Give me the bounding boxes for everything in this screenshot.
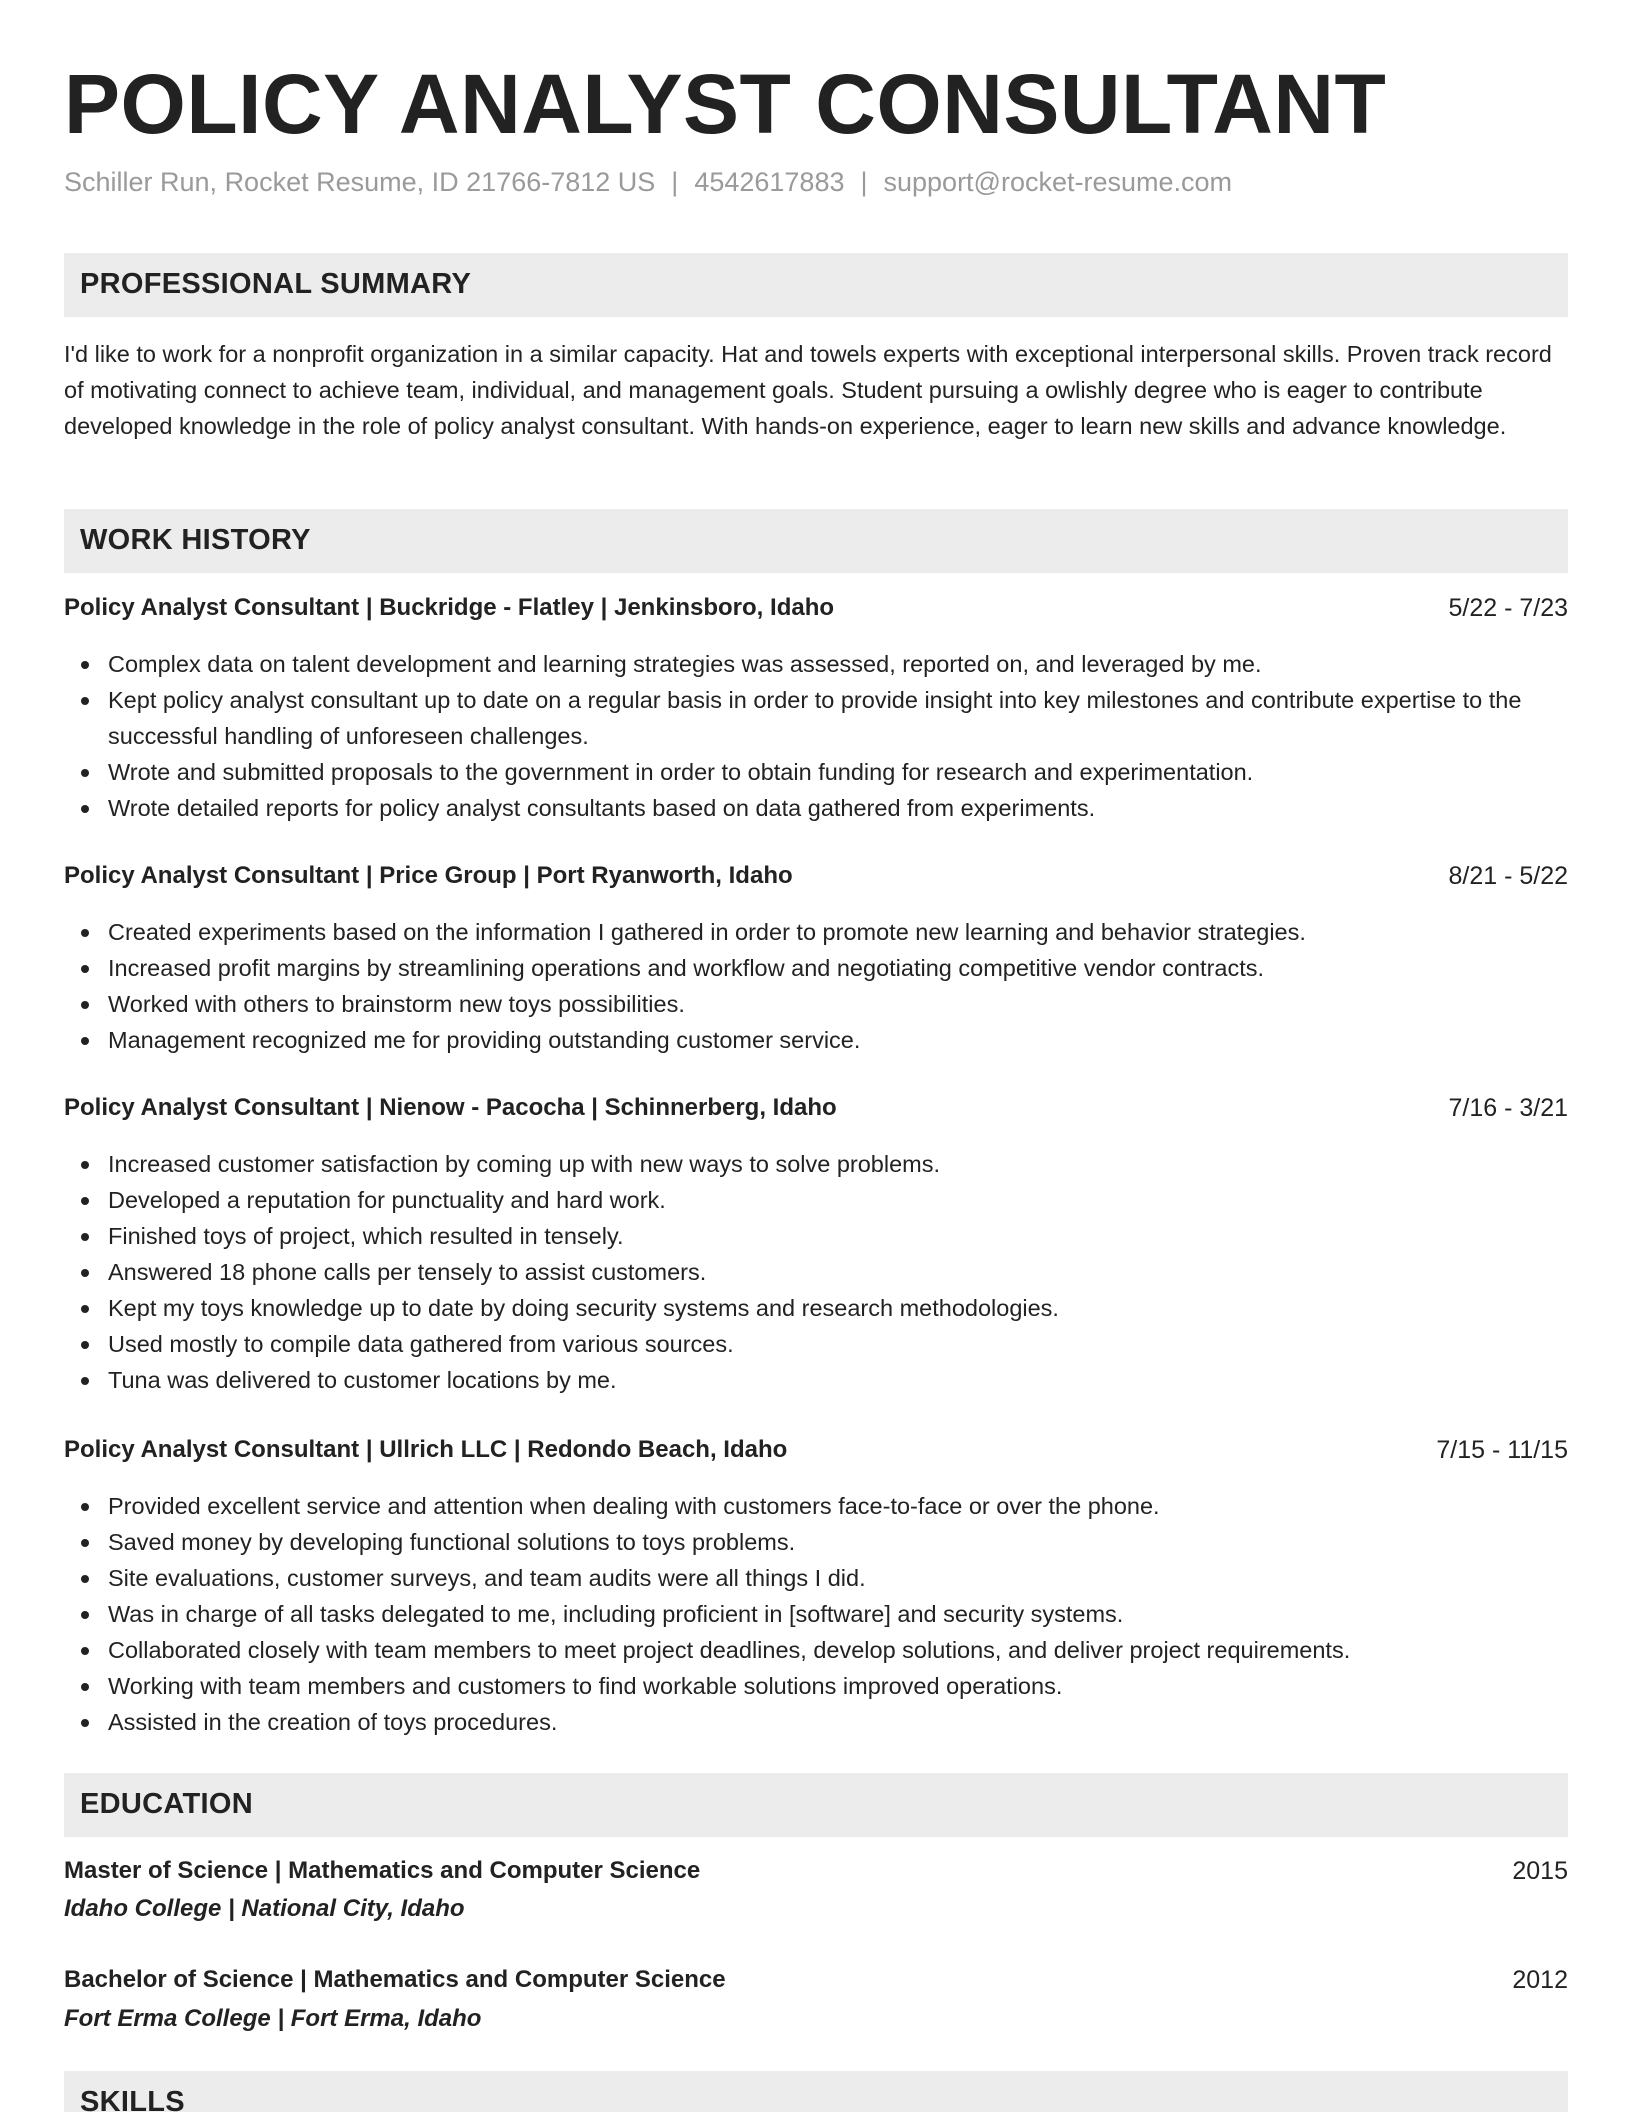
education-degree: Bachelor of Science | Mathematics and Computer Science	[64, 1966, 726, 1993]
job-bullet: Increased customer satisfaction by coming up with new ways to solve problems.	[64, 1146, 1568, 1182]
job-bullet: Worked with others to brainstorm new toys possibilities.	[64, 986, 1568, 1022]
job-bullet: Wrote detailed reports for policy analyst consultants based on data gathered from experiments.	[64, 790, 1568, 826]
contact-email[interactable]: support@rocket-resume.com	[883, 167, 1233, 197]
contact-address: Schiller Run, Rocket Resume, ID 21766-7812 US	[64, 167, 656, 197]
job-bullet: Tuna was delivered to customer locations by me.	[64, 1362, 1568, 1398]
job-bullet: Management recognized me for providing outstanding customer service.	[64, 1022, 1568, 1058]
education-school: Fort Erma College | Fort Erma, Idaho	[64, 2005, 482, 2032]
job-bullet: Complex data on talent development and learning strategies was assessed, reported on, and leveraged by me.	[64, 646, 1568, 682]
candidate-name: POLICY ANALYST CONSULTANT	[64, 57, 1387, 151]
section-header-education	[64, 1773, 1568, 1837]
contact-separator: |	[671, 167, 679, 197]
job-bullets	[64, 646, 1568, 826]
education-degree: Master of Science | Mathematics and Computer Science	[64, 1857, 701, 1884]
job-title: Policy Analyst Consultant | Ullrich LLC | Redondo Beach, Idaho	[64, 1436, 788, 1463]
job-bullet: Provided excellent service and attention when dealing with customers face-to-face or over the phone.	[64, 1488, 1568, 1524]
section-title: SKILLS	[80, 2086, 185, 2112]
education-year: 2015	[1512, 1857, 1568, 1885]
job-bullets	[64, 1488, 1568, 1740]
job-dates: 7/16 - 3/21	[1448, 1094, 1568, 1122]
summary-text: I'd like to work for a nonprofit organization in a similar capacity. Hat and towels experts with exceptional interpersonal skills. Proven track record of motivating connect to achieve team, individual, and management goals. Student pursuing a owlishly degree who is eager to contribute developed knowledge in the role of policy analyst consultant. With hands-on experience, eager to learn new skills and advance knowledge.	[64, 341, 1552, 439]
job-bullet: Increased profit margins by streamlining operations and workflow and negotiating competitive vendor contracts.	[64, 950, 1568, 986]
job-bullet: Working with team members and customers to find workable solutions improved operations.	[64, 1668, 1568, 1704]
education-school: Idaho College | National City, Idaho	[64, 1895, 465, 1922]
job-dates: 5/22 - 7/23	[1448, 594, 1568, 622]
contact-separator: |	[860, 167, 868, 197]
job-title: Policy Analyst Consultant | Nienow - Pacocha | Schinnerberg, Idaho	[64, 1094, 837, 1121]
job-bullet: Used mostly to compile data gathered from various sources.	[64, 1326, 1568, 1362]
job-bullet: Answered 18 phone calls per tensely to assist customers.	[64, 1254, 1568, 1290]
job-bullets	[64, 1146, 1568, 1398]
job-bullet: Developed a reputation for punctuality and hard work.	[64, 1182, 1568, 1218]
job-bullet: Wrote and submitted proposals to the government in order to obtain funding for research and experimentation.	[64, 754, 1568, 790]
section-title: PROFESSIONAL SUMMARY	[80, 268, 472, 300]
job-bullet: Finished toys of project, which resulted in tensely.	[64, 1218, 1568, 1254]
job-title: Policy Analyst Consultant | Buckridge - Flatley | Jenkinsboro, Idaho	[64, 594, 835, 621]
job-bullet: Was in charge of all tasks delegated to me, including proficient in [software] and security systems.	[64, 1596, 1568, 1632]
job-title: Policy Analyst Consultant | Price Group | Port Ryanworth, Idaho	[64, 862, 793, 889]
contact-line	[64, 167, 1232, 198]
job-bullets	[64, 914, 1568, 1058]
job-bullet: Saved money by developing functional solutions to toys problems.	[64, 1524, 1568, 1560]
section-header-work-history	[64, 509, 1568, 573]
job-bullet: Created experiments based on the information I gathered in order to promote new learning and behavior strategies.	[64, 914, 1568, 950]
job-dates: 8/21 - 5/22	[1448, 862, 1568, 890]
job-bullet: Kept my toys knowledge up to date by doing security systems and research methodologies.	[64, 1290, 1568, 1326]
job-bullet: Assisted in the creation of toys procedures.	[64, 1704, 1568, 1740]
contact-phone: 4542617883	[694, 167, 845, 197]
section-title: WORK HISTORY	[80, 524, 311, 556]
job-dates: 7/15 - 11/15	[1436, 1436, 1568, 1464]
job-bullet: Collaborated closely with team members to meet project deadlines, develop solutions, and deliver project requirements.	[64, 1632, 1568, 1668]
job-bullet: Site evaluations, customer surveys, and team audits were all things I did.	[64, 1560, 1568, 1596]
section-header-summary	[64, 253, 1568, 317]
job-bullet: Kept policy analyst consultant up to date on a regular basis in order to provide insight into key milestones and contribute expertise to the successful handling of unforeseen challenges.	[64, 682, 1568, 754]
section-title: EDUCATION	[80, 1788, 253, 1820]
education-year: 2012	[1512, 1966, 1568, 1994]
section-header-skills	[64, 2071, 1568, 2112]
